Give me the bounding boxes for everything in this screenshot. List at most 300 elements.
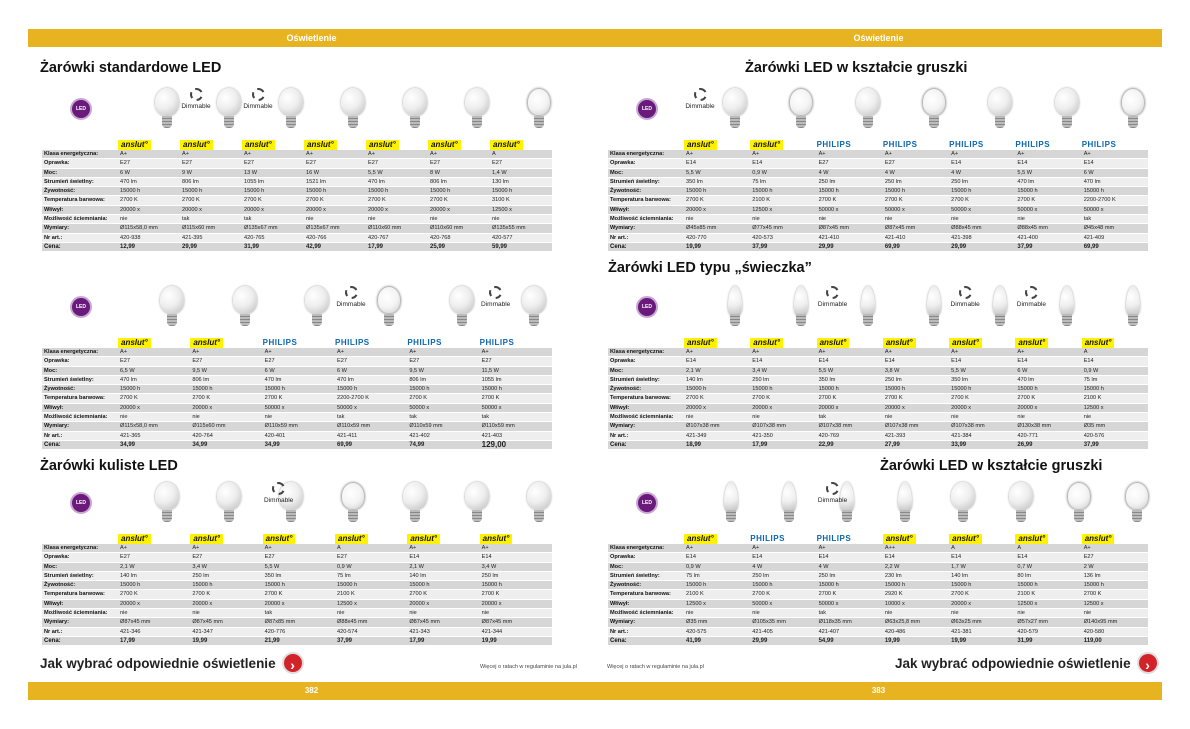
led-badge-icon: LED <box>70 296 92 318</box>
spec-value: 806 lm <box>407 375 479 384</box>
spec-value: E14 <box>817 357 883 366</box>
spec-value: A+ <box>1015 348 1081 357</box>
spec-value: E14 <box>949 159 1015 168</box>
spec-value: 12500 x <box>1015 599 1081 608</box>
spec-value: 15000 h <box>263 581 335 590</box>
spec-value: 421-350 <box>750 431 816 440</box>
spec-row <box>42 581 552 590</box>
spec-value: 15000 h <box>118 581 190 590</box>
spec-value: 420-768 <box>428 233 490 242</box>
anslut-logo: anslut° <box>949 338 982 348</box>
spec-value: 15000 h <box>883 581 949 590</box>
page-number-band: 382 <box>28 682 595 700</box>
bulb-glass <box>898 482 912 512</box>
spec-label: Wł/wył: <box>42 205 118 214</box>
bulb-images <box>608 476 1148 534</box>
spec-label: Klasa energetyczna: <box>42 150 118 159</box>
brand-row <box>608 338 1148 348</box>
spec-value: A+ <box>750 150 816 159</box>
spec-table <box>42 348 552 450</box>
spec-value: Ø57x27 mm <box>1015 618 1081 627</box>
dimmable-text: Dimmable <box>685 103 715 110</box>
anslut-logo: anslut° <box>817 338 850 348</box>
spec-value: 250 lm <box>750 571 816 580</box>
light-bulb-icon <box>717 482 745 528</box>
spec-value: A++ <box>883 544 949 553</box>
spec-table <box>608 150 1148 252</box>
spec-value: 20000 x <box>304 205 366 214</box>
spec-value: 470 lm <box>118 177 180 186</box>
spec-value: 15000 h <box>684 385 750 394</box>
spec-value: E14 <box>1082 357 1148 366</box>
dimmable-label <box>1001 286 1061 308</box>
dimmable-icon <box>272 482 285 495</box>
light-bulb-icon <box>401 88 429 134</box>
spec-value: Ø88x45 mm <box>949 224 1015 233</box>
light-bulb-icon <box>339 88 367 134</box>
spec-table <box>608 544 1148 646</box>
spec-value: 421-410 <box>817 233 883 242</box>
spec-label: Cena: <box>42 242 118 251</box>
anslut-logo: anslut° <box>490 140 523 150</box>
spec-value: 2700 K <box>883 394 949 403</box>
spec-value: 250 lm <box>190 571 262 580</box>
guide-link-label: Jak wybrać odpowiednie oświetlenie <box>895 655 1131 671</box>
spec-value: Ø118x35 mm <box>817 618 883 627</box>
spec-value: E27 <box>883 159 949 168</box>
spec-value: 15000 h <box>304 187 366 196</box>
bulb-base <box>900 510 910 522</box>
bulb-base <box>472 510 482 522</box>
dimmable-icon <box>959 286 972 299</box>
spec-value: 50000 x <box>1082 205 1148 214</box>
bulb-base <box>796 314 806 326</box>
price-row <box>608 440 1148 449</box>
anslut-logo: anslut° <box>118 338 151 348</box>
spec-value: A+ <box>118 348 190 357</box>
spec-row <box>608 168 1148 177</box>
anslut-logo: anslut° <box>190 338 223 348</box>
spec-value: 15000 h <box>180 187 242 196</box>
spec-value: E14 <box>883 553 949 562</box>
spec-value: Ø63x25 mm <box>949 618 1015 627</box>
spec-value: 15000 h <box>750 385 816 394</box>
spec-value: E14 <box>750 357 816 366</box>
spec-label: Możliwość ściemniania: <box>42 215 118 224</box>
guide-link[interactable] <box>40 652 304 674</box>
spec-row <box>608 385 1148 394</box>
spec-value: 50000 x <box>407 403 479 412</box>
spec-value: A+ <box>190 544 262 553</box>
spec-value: E27 <box>118 553 190 562</box>
bulb-base <box>457 314 467 326</box>
light-bulb-icon <box>986 88 1014 134</box>
spec-value: 15000 h <box>949 581 1015 590</box>
spec-value: Ø110x60 mm <box>428 224 490 233</box>
spec-label: Cena: <box>42 636 118 645</box>
bulb-glass <box>1067 482 1091 510</box>
spec-value: E14 <box>407 553 479 562</box>
spec-label: Cena: <box>608 636 684 645</box>
spec-row <box>608 348 1148 357</box>
spec-value: A+ <box>263 544 335 553</box>
spec-label: Żywotność: <box>608 581 684 590</box>
spec-value: 15000 h <box>817 581 883 590</box>
light-bulb-icon <box>1123 482 1151 528</box>
spec-row <box>42 233 552 242</box>
price-value: 31,99 <box>242 242 304 251</box>
spec-value: 2700 K <box>118 394 190 403</box>
spec-value: 250 lm <box>817 571 883 580</box>
spec-value: 0,7 W <box>1015 562 1081 571</box>
spec-label: Wł/wył: <box>42 599 118 608</box>
spec-value: A+ <box>684 150 750 159</box>
spec-value: 3,4 W <box>750 366 816 375</box>
price-value: 29,99 <box>949 242 1015 251</box>
spec-label: Możliwość ściemniania: <box>608 413 684 422</box>
installment-note: Więcej o ratach w regulaminie na jula.pl <box>480 664 577 670</box>
spec-value: A+ <box>190 348 262 357</box>
spec-value: 15000 h <box>118 385 190 394</box>
spec-value: 15000 h <box>335 581 407 590</box>
spec-label: Wł/wył: <box>42 403 118 412</box>
bulb-base <box>1128 116 1138 128</box>
price-value: 59,99 <box>490 242 552 251</box>
anslut-logo: anslut° <box>1082 534 1115 544</box>
price-value: 27,99 <box>883 440 949 449</box>
bulb-base <box>863 116 873 128</box>
dimmable-label <box>803 286 863 308</box>
bulb-base <box>726 510 736 522</box>
spec-value: A+ <box>817 544 883 553</box>
anslut-logo: anslut° <box>883 534 916 544</box>
spec-value: 6 W <box>118 168 180 177</box>
price-value: 34,99 <box>263 440 335 449</box>
spec-value: 2700 K <box>263 590 335 599</box>
price-value: 12,99 <box>118 242 180 251</box>
dimmable-text: Dimmable <box>1016 301 1047 308</box>
spec-value: 420-576 <box>1082 431 1148 440</box>
philips-logo: PHILIPS <box>882 140 918 149</box>
spec-value: 421-405 <box>750 627 816 636</box>
spec-table <box>42 150 552 252</box>
spec-value: 5,5 W <box>1015 168 1081 177</box>
spec-label: Nr art.: <box>608 627 684 636</box>
product-section-globe <box>42 476 552 646</box>
spec-value: 421-344 <box>480 627 552 636</box>
spec-value: 15000 h <box>490 187 552 196</box>
spec-value: 15000 h <box>1015 187 1081 196</box>
spec-row <box>608 544 1148 553</box>
spec-row <box>42 348 552 357</box>
spec-value: E14 <box>1082 159 1148 168</box>
spec-value: tak <box>180 215 242 224</box>
spec-label: Oprawka: <box>608 357 684 366</box>
spec-value: 16 W <box>304 168 366 177</box>
spec-value: 15000 h <box>883 385 949 394</box>
spec-value: A+ <box>118 150 180 159</box>
spec-value: A <box>490 150 552 159</box>
spec-value: 806 lm <box>428 177 490 186</box>
spec-value: 421-349 <box>684 431 750 440</box>
spec-value: 2700 K <box>949 394 1015 403</box>
spec-value: 421-409 <box>1082 233 1148 242</box>
spec-value: 4 W <box>883 168 949 177</box>
bulb-glass <box>789 88 813 116</box>
spec-value: 2700 K <box>407 394 479 403</box>
spec-value: 3,4 W <box>190 562 262 571</box>
philips-logo: PHILIPS <box>816 534 852 543</box>
spec-label: Moc: <box>42 366 118 375</box>
dimmable-text: Dimmable <box>336 301 366 308</box>
spec-row <box>608 196 1148 205</box>
light-bulb-icon <box>721 286 749 332</box>
spec-value: Ø115x58,0 mm <box>118 224 180 233</box>
anslut-logo: anslut° <box>949 534 982 544</box>
price-value: 34,99 <box>190 440 262 449</box>
bulb-glass <box>1055 88 1079 116</box>
bulb-base <box>730 116 740 128</box>
spec-value: Ø107x38 mm <box>684 422 750 431</box>
spec-table <box>42 544 552 646</box>
spec-value: Ø87x45 mm <box>817 224 883 233</box>
spec-label: Cena: <box>608 242 684 251</box>
price-value: 19,99 <box>684 242 750 251</box>
spec-value: 470 lm <box>263 375 335 384</box>
category-band: Oświetlenie <box>28 29 595 47</box>
spec-value: 230 lm <box>883 571 949 580</box>
spec-label: Klasa energetyczna: <box>608 348 684 357</box>
spec-value: nie <box>407 609 479 618</box>
spec-value: 15000 h <box>883 187 949 196</box>
spec-label: Strumień świetlny: <box>42 571 118 580</box>
spec-value: 15000 h <box>480 581 552 590</box>
spec-label: Wł/wył: <box>608 599 684 608</box>
spec-value: A+ <box>407 348 479 357</box>
bulb-base <box>929 116 939 128</box>
spec-value: A+ <box>407 544 479 553</box>
light-bulb-icon <box>891 482 919 528</box>
price-row <box>608 242 1148 251</box>
bulb-base <box>224 116 234 128</box>
spec-value: 2700 K <box>750 590 816 599</box>
bulb-glass <box>1126 286 1140 316</box>
spec-value: 140 lm <box>118 571 190 580</box>
led-badge-icon: LED <box>636 98 658 120</box>
spec-value: 0,9 W <box>335 562 407 571</box>
spec-value: 15000 h <box>750 187 816 196</box>
spec-value: A+ <box>118 544 190 553</box>
spec-value: Ø115x60 mm <box>180 224 242 233</box>
spec-value: 421-346 <box>118 627 190 636</box>
spec-value: 0,9 W <box>1082 366 1148 375</box>
price-value: 19,99 <box>883 636 949 645</box>
arrow-right-icon: › <box>1137 652 1159 674</box>
dimmable-text: Dimmable <box>243 103 273 110</box>
spec-value: 5,5 W <box>263 562 335 571</box>
spec-value: 420-776 <box>263 627 335 636</box>
spec-value: 420-401 <box>263 431 335 440</box>
spec-value: 2700 K <box>480 590 552 599</box>
light-bulb-icon <box>158 286 186 332</box>
spec-value: nie <box>335 609 407 618</box>
spec-value: 50000 x <box>1015 205 1081 214</box>
spec-value: nie <box>480 609 552 618</box>
spec-value: 6 W <box>335 366 407 375</box>
spec-value: 1055 lm <box>242 177 304 186</box>
spec-value: 4 W <box>949 168 1015 177</box>
dimmable-icon <box>1025 286 1038 299</box>
bulb-glass <box>465 88 489 116</box>
spec-value: 2700 K <box>263 394 335 403</box>
spec-value: 15000 h <box>750 581 816 590</box>
light-bulb-icon <box>339 482 367 528</box>
anslut-logo: anslut° <box>118 534 151 544</box>
spec-row <box>608 205 1148 214</box>
spec-value: 50000 x <box>949 205 1015 214</box>
spec-row <box>42 618 552 627</box>
price-value: 22,99 <box>817 440 883 449</box>
spec-label: Nr art.: <box>42 233 118 242</box>
spec-value: nie <box>750 609 816 618</box>
spec-value: nie <box>750 215 816 224</box>
spec-table <box>608 348 1148 450</box>
bulb-images <box>42 82 552 140</box>
spec-row <box>608 562 1148 571</box>
spec-value: Ø88x45 mm <box>335 618 407 627</box>
spec-value: 1,7 W <box>949 562 1015 571</box>
dimmable-label <box>249 482 309 504</box>
spec-value: nie <box>684 413 750 422</box>
spec-value: 2100 K <box>750 196 816 205</box>
spec-label: Strumień świetlny: <box>42 177 118 186</box>
spec-value: Ø107x38 mm <box>750 422 816 431</box>
light-bulb-icon <box>463 482 491 528</box>
philips-logo: PHILIPS <box>479 338 515 347</box>
bulb-glass <box>782 482 796 512</box>
bulb-base <box>1016 510 1026 522</box>
spec-row <box>42 168 552 177</box>
bulb-base <box>472 116 482 128</box>
spec-value: 420-767 <box>366 233 428 242</box>
spec-value: 15000 h <box>817 385 883 394</box>
spec-value: 50000 x <box>883 205 949 214</box>
light-bulb-icon <box>775 482 803 528</box>
spec-label: Nr art.: <box>42 627 118 636</box>
spec-value: 15000 h <box>190 581 262 590</box>
spec-value: tak <box>817 413 883 422</box>
spec-value: 250 lm <box>949 177 1015 186</box>
dimmable-label <box>321 286 381 308</box>
spec-value: 2200-2700 K <box>1082 196 1148 205</box>
spec-value: E27 <box>304 159 366 168</box>
spec-value: A+ <box>949 150 1015 159</box>
philips-logo: PHILIPS <box>750 534 785 543</box>
spec-label: Żywotność: <box>42 581 118 590</box>
spec-value: 20000 x <box>684 205 750 214</box>
spec-value: 4 W <box>750 562 816 571</box>
spec-value: 6,5 W <box>118 366 190 375</box>
section-title: Żarówki LED typu „świeczka” <box>608 260 812 276</box>
spec-label: Moc: <box>42 168 118 177</box>
spec-row <box>608 215 1148 224</box>
spec-value: 12500 x <box>490 205 552 214</box>
spec-row <box>42 150 552 159</box>
spec-value: 15000 h <box>1015 385 1081 394</box>
spec-value: A+ <box>304 150 366 159</box>
spec-value: E27 <box>263 553 335 562</box>
spec-value: Ø110x59 mm <box>480 422 552 431</box>
spec-value: 2700 K <box>817 196 883 205</box>
brand-row <box>42 534 552 544</box>
spec-value: E27 <box>335 553 407 562</box>
price-row <box>42 636 552 645</box>
spec-value: 2700 K <box>190 394 262 403</box>
bulb-base <box>995 116 1005 128</box>
spec-label: Oprawka: <box>42 553 118 562</box>
spec-value: 15000 h <box>1015 581 1081 590</box>
price-value: 18,99 <box>684 440 750 449</box>
spec-value: 421-393 <box>883 431 949 440</box>
spec-value: 420-579 <box>1015 627 1081 636</box>
spec-value: nie <box>883 609 949 618</box>
spec-value: 12500 x <box>684 599 750 608</box>
spec-value: 20000 x <box>428 205 490 214</box>
dimmable-icon <box>190 88 203 101</box>
price-value: 29,99 <box>750 636 816 645</box>
spec-label: Możliwość ściemniania: <box>42 609 118 618</box>
spec-label: Moc: <box>42 562 118 571</box>
spec-value: Ø87x45 mm <box>480 618 552 627</box>
spec-value: Ø105x35 mm <box>750 618 816 627</box>
spec-row <box>608 422 1148 431</box>
spec-value: 12500 x <box>335 599 407 608</box>
spec-value: 2700 K <box>366 196 428 205</box>
spec-value: 15000 h <box>1082 581 1148 590</box>
spec-row <box>42 403 552 412</box>
dimmable-text: Dimmable <box>264 497 294 504</box>
spec-row <box>42 357 552 366</box>
spec-value: A+ <box>366 150 428 159</box>
spec-value: tak <box>1082 215 1148 224</box>
spec-value: 20000 x <box>118 599 190 608</box>
spec-value: Ø115x58,0 mm <box>118 422 190 431</box>
spec-value: 421-407 <box>817 627 883 636</box>
spec-value: nie <box>949 413 1015 422</box>
spec-value: A+ <box>428 150 490 159</box>
spec-value: 420-764 <box>190 431 262 440</box>
guide-link[interactable] <box>895 652 1159 674</box>
spec-row <box>42 590 552 599</box>
spec-value: Ø77x45 mm <box>750 224 816 233</box>
spec-value: A+ <box>1082 150 1148 159</box>
bulb-base <box>842 510 852 522</box>
spec-value: Ø87x45 mm <box>407 618 479 627</box>
spec-label: Oprawka: <box>42 357 118 366</box>
spec-value: 2700 K <box>1082 590 1148 599</box>
spec-value: 2700 K <box>118 196 180 205</box>
spec-value: 20000 x <box>949 599 1015 608</box>
light-bulb-icon <box>949 482 977 528</box>
spec-row <box>42 375 552 384</box>
spec-value: 8 W <box>428 168 490 177</box>
dimmable-label <box>228 88 288 110</box>
spec-value: 15000 h <box>817 187 883 196</box>
spec-value: 0,9 W <box>684 562 750 571</box>
spec-value: 420-769 <box>817 431 883 440</box>
bulb-base <box>410 510 420 522</box>
anslut-logo: anslut° <box>190 534 223 544</box>
